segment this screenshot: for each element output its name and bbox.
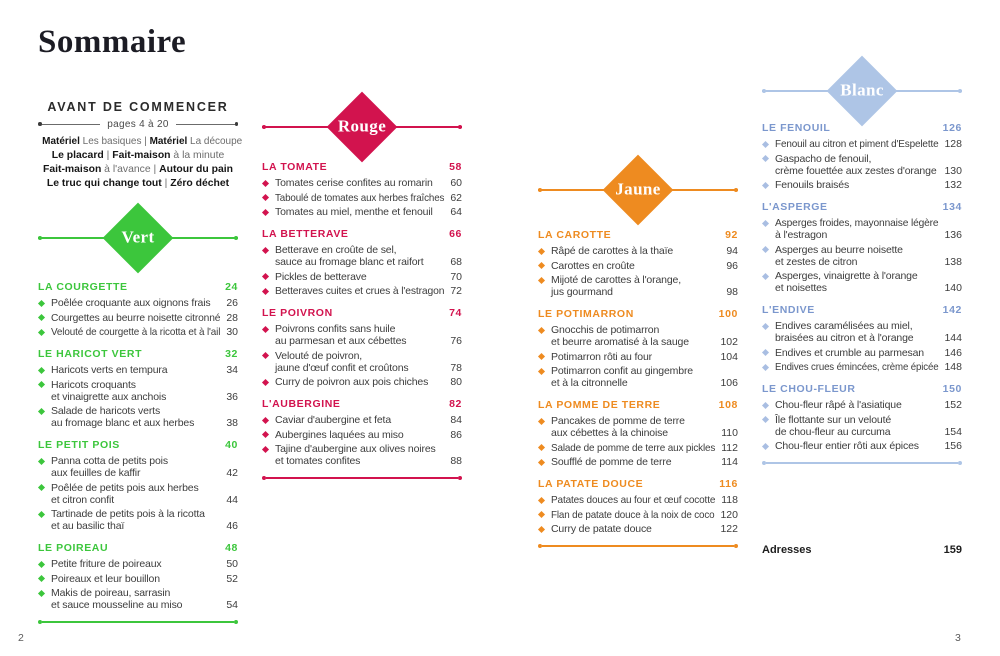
- recipe-row: [538, 245, 738, 257]
- recipe-title: Pancakes de pomme de terre aux cébettes à la chinoise: [551, 415, 685, 439]
- color-band-jaune: [538, 154, 738, 226]
- column-rouge: [262, 0, 462, 481]
- recipe-sections: [38, 281, 238, 611]
- recipe-page-number: 36: [226, 390, 238, 403]
- recipe-page-number: 76: [450, 335, 462, 347]
- recipe-page-number: 70: [450, 270, 462, 283]
- section-page-number: 108: [718, 399, 738, 411]
- recipe-page-number: 52: [226, 572, 238, 585]
- section-page-number: 40: [225, 439, 238, 451]
- recipe-title: Tomates cerise confites au romarin: [275, 177, 433, 189]
- section-page-number: 116: [719, 478, 738, 490]
- recipe-row: [262, 206, 462, 218]
- section-title: LA BETTERAVE: [262, 228, 349, 240]
- diamond-bullet-icon: [762, 272, 769, 279]
- section-page-number: 58: [449, 161, 462, 173]
- recipe-title: Aubergines laquées au miso: [275, 428, 404, 441]
- divider-line: [42, 621, 234, 623]
- recipe-page-number: 86: [450, 428, 462, 441]
- recipe-title: Betteraves cuites et crues à l'estragon: [275, 285, 445, 297]
- column-color-label: Blanc: [840, 80, 884, 100]
- recipe-page-number: 128: [944, 138, 962, 150]
- intro-line: Le truc qui change tout | Zéro déchet: [46, 178, 230, 189]
- recipe-title: Caviar d'aubergine et feta: [275, 414, 392, 426]
- recipe-row: [38, 364, 238, 376]
- recipe-page-number: 120: [720, 508, 738, 521]
- diamond-bullet-icon: [762, 416, 769, 423]
- recipe-row: [538, 456, 738, 468]
- section-page-number: 100: [718, 308, 738, 320]
- recipe-row: [762, 270, 962, 294]
- recipe-page-number: 84: [450, 414, 462, 426]
- recipe-title: Poireaux et leur bouillon: [51, 572, 160, 585]
- recipe-title: Tartinade de petits pois à la ricotta et au basilic thaï: [51, 508, 205, 532]
- recipe-page-number: 132: [944, 179, 962, 191]
- diamond-bullet-icon: [262, 325, 269, 332]
- section-heading: [262, 307, 462, 319]
- page-number-left: 2: [18, 632, 24, 644]
- section-heading: [262, 398, 462, 410]
- adresses-row: [762, 544, 962, 556]
- diamond-bullet-icon: [762, 155, 769, 162]
- recipe-page-number: 44: [226, 493, 238, 506]
- recipe-page-number: 156: [944, 440, 962, 452]
- recipe-title: Makis de poireau, sarrasin et sauce mousseline au miso: [51, 587, 183, 611]
- recipe-title: Velouté de poivron, jaune d'œuf confit et croûtons: [275, 349, 409, 374]
- recipe-page-number: 50: [226, 558, 238, 570]
- diamond-bullet-icon: [538, 496, 545, 503]
- diamond-bullet-icon: [538, 458, 545, 465]
- recipe-page-number: 98: [726, 286, 738, 298]
- diamond-bullet-icon: [262, 246, 269, 253]
- section-title: LE POIVRON: [262, 307, 333, 319]
- diamond-bullet-icon: [38, 560, 45, 567]
- recipe-title: Asperges au beurre noisette et zestes de citron: [775, 243, 903, 268]
- recipe-row: [38, 587, 238, 611]
- recipe-row: [262, 323, 462, 347]
- diamond-bullet-icon: [538, 276, 545, 283]
- line-end-dot: [958, 461, 962, 465]
- section-title: L'ASPERGE: [762, 201, 828, 213]
- page-title: Sommaire: [38, 24, 187, 60]
- diamond-bullet-icon: [538, 525, 545, 532]
- section-title: LA PATATE DOUCE: [538, 478, 644, 490]
- column-color-label: Vert: [121, 227, 155, 247]
- recipe-title: Île flottante sur un velouté de chou-fleur au curcuma: [775, 413, 892, 438]
- recipe-title: Salade de haricots verts au fromage blanc et aux herbes: [51, 405, 195, 429]
- recipe-title: Betterave en croûte de sel, sauce au fromage blanc et raifort: [275, 244, 424, 268]
- recipe-page-number: 94: [726, 245, 738, 257]
- diamond-bullet-icon: [38, 457, 45, 464]
- section-page-number: 74: [449, 307, 462, 319]
- recipe-page-number: 136: [944, 229, 962, 241]
- diamond-bullet-icon: [538, 367, 545, 374]
- recipe-page-number: 46: [226, 520, 238, 532]
- recipe-title: Fenouil au citron et piment d'Espelette: [775, 138, 939, 150]
- recipe-row: [538, 415, 738, 439]
- diamond-bullet-icon: [38, 366, 45, 373]
- recipe-title: Mijoté de carottes à l'orange, jus gourmand: [551, 274, 681, 298]
- section-title: LA CAROTTE: [538, 229, 612, 241]
- recipe-title: Haricots croquants et vinaigrette aux anchois: [51, 378, 167, 403]
- color-band-vert: [38, 202, 238, 274]
- recipe-title: Tomates au miel, menthe et fenouil: [275, 206, 433, 218]
- recipe-row: [762, 399, 962, 411]
- color-band-rouge: [262, 91, 462, 163]
- line-end-dot: [458, 476, 462, 480]
- recipe-row: [538, 509, 738, 521]
- recipe-row: [38, 573, 238, 585]
- recipe-page-number: 110: [721, 427, 738, 439]
- recipe-row: [762, 179, 962, 191]
- section-title: LE HARICOT VERT: [38, 348, 143, 360]
- recipe-page-number: 148: [944, 361, 962, 373]
- section-heading: [538, 399, 738, 411]
- section-heading: [262, 228, 462, 240]
- column-blanc: [762, 0, 962, 466]
- section-heading: [762, 383, 962, 395]
- diamond-bullet-icon: [538, 417, 545, 424]
- section-page-number: 32: [225, 348, 238, 360]
- recipe-page-number: 154: [944, 425, 962, 438]
- recipe-row: [762, 138, 962, 150]
- recipe-row: [762, 153, 962, 177]
- section-title: LE POIREAU: [38, 542, 109, 554]
- section-title: L'AUBERGINE: [262, 398, 341, 410]
- recipe-title: Petite friture de poireaux: [51, 558, 162, 570]
- adresses-page-number: 159: [943, 544, 962, 556]
- recipe-row: [38, 326, 238, 338]
- recipe-row: [538, 523, 738, 535]
- recipe-title: Taboulé de tomates aux herbes fraîches: [275, 191, 445, 204]
- section-page-number: 142: [942, 304, 962, 316]
- recipe-title: Salade de pomme de terre aux pickles: [551, 441, 716, 454]
- section-page-number: 66: [449, 228, 462, 240]
- section-heading: [538, 229, 738, 241]
- recipe-row: [38, 482, 238, 506]
- diamond-bullet-icon: [38, 575, 45, 582]
- recipe-title: Potimarron confit au gingembre et à la citronnelle: [551, 365, 693, 389]
- recipe-page-number: 30: [226, 326, 238, 338]
- color-band-blanc: [762, 55, 962, 127]
- recipe-page-number: 138: [944, 255, 962, 268]
- divider-line: [766, 462, 958, 464]
- section-page-number: 92: [725, 229, 738, 241]
- recipe-title: Poêlée de petits pois aux herbes et citron confit: [51, 481, 199, 506]
- diamond-bullet-icon: [38, 510, 45, 517]
- recipe-page-number: 114: [721, 456, 738, 468]
- recipe-page-number: 68: [450, 256, 462, 268]
- diamond-bullet-icon: [262, 273, 269, 280]
- column-end-rule: [262, 475, 462, 481]
- column-jaune: [538, 0, 738, 549]
- recipe-page-number: 122: [720, 523, 738, 535]
- recipe-title: Endives caramélisées au miel, braisées au citron et à l'orange: [775, 320, 914, 344]
- section-page-number: 150: [942, 383, 962, 395]
- recipe-page-number: 62: [450, 191, 462, 204]
- section-heading: [762, 304, 962, 316]
- diamond-bullet-icon: [38, 407, 45, 414]
- recipe-title: Endives et crumble au parmesan: [775, 346, 924, 359]
- recipe-row: [38, 297, 238, 309]
- recipe-page-number: 64: [450, 206, 462, 218]
- recipe-row: [38, 558, 238, 570]
- recipe-page-number: 54: [226, 599, 238, 611]
- recipe-row: [262, 350, 462, 374]
- diamond-bullet-icon: [262, 445, 269, 452]
- section-title: L'ENDIVE: [762, 304, 815, 316]
- column-end-rule: [38, 619, 238, 625]
- section-heading: [538, 308, 738, 320]
- section-page-number: 82: [449, 398, 462, 410]
- intro-line: Le placard | Fait-maison à la minute: [51, 150, 225, 161]
- section-page-number: 126: [942, 122, 962, 134]
- line-end-dot: [734, 544, 738, 548]
- recipe-title: Pickles de betterave: [275, 270, 367, 283]
- section-title: LE POTIMARRON: [538, 308, 634, 320]
- diamond-bullet-icon: [262, 378, 269, 385]
- diamond-bullet-icon: [262, 287, 269, 294]
- page-number-right: 3: [955, 632, 961, 644]
- recipe-page-number: 144: [944, 332, 962, 344]
- recipe-row: [38, 455, 238, 479]
- recipe-row: [262, 414, 462, 426]
- section-heading: [38, 281, 238, 293]
- diamond-bullet-icon: [262, 179, 269, 186]
- recipe-row: [762, 217, 962, 241]
- recipe-page-number: 80: [450, 376, 462, 388]
- recipe-row: [538, 260, 738, 272]
- recipe-title: Poivrons confits sans huile au parmesan et aux cébettes: [275, 323, 407, 347]
- recipe-title: Tajine d'aubergine aux olives noires et tomates confites: [275, 443, 436, 467]
- recipe-row: [538, 274, 738, 298]
- recipe-row: [38, 312, 238, 324]
- section-heading: [38, 542, 238, 554]
- intro-heading: AVANT DE COMMENCER: [47, 100, 229, 114]
- recipe-title: Fenouils braisés: [775, 179, 850, 191]
- diamond-bullet-icon: [762, 140, 769, 147]
- recipe-title: Courgettes au beurre noisette citronné: [51, 311, 221, 324]
- recipe-title: Carottes en croûte: [551, 259, 635, 272]
- diamond-bullet-icon: [262, 416, 269, 423]
- diamond-bullet-icon: [538, 353, 545, 360]
- diamond-bullet-icon: [38, 328, 45, 335]
- diamond-bullet-icon: [762, 246, 769, 253]
- recipe-title: Panna cotta de petits pois aux feuilles de kaffir: [51, 455, 168, 479]
- section-title: LA POMME DE TERRE: [538, 399, 661, 411]
- section-heading: [38, 348, 238, 360]
- recipe-row: [762, 361, 962, 373]
- recipe-page-number: 28: [226, 311, 238, 324]
- recipe-row: [538, 324, 738, 348]
- recipe-title: Flan de patate douce à la noix de coco: [551, 508, 715, 521]
- diamond-bullet-icon: [38, 314, 45, 321]
- diamond-bullet-icon: [538, 247, 545, 254]
- recipe-title: Chou-fleur entier rôti aux épices: [775, 440, 919, 452]
- recipe-sections: [538, 229, 738, 535]
- recipe-page-number: 26: [226, 297, 238, 309]
- recipe-page-number: 112: [721, 441, 738, 454]
- recipe-row: [262, 271, 462, 283]
- recipe-page-number: 152: [944, 399, 962, 411]
- recipe-row: [38, 405, 238, 429]
- diamond-bullet-icon: [38, 589, 45, 596]
- recipe-row: [262, 177, 462, 189]
- diamond-bullet-icon: [38, 299, 45, 306]
- recipe-page-number: 88: [450, 455, 462, 467]
- recipe-row: [38, 508, 238, 532]
- recipe-title: Curry de poivron aux pois chiches: [275, 376, 429, 388]
- diamond-bullet-icon: [762, 442, 769, 449]
- recipe-page-number: 78: [450, 361, 462, 374]
- recipe-page-number: 146: [944, 346, 962, 359]
- divider-line: [266, 477, 458, 479]
- recipe-row: [38, 379, 238, 403]
- diamond-bullet-icon: [762, 219, 769, 226]
- recipe-title: Gnocchis de potimarron et beurre aromatisé à la sauge: [551, 324, 689, 348]
- diamond-bullet-icon: [762, 401, 769, 408]
- recipe-title: Velouté de courgette à la ricotta et à l'ail: [51, 326, 221, 338]
- recipe-title: Potimarron rôti au four: [551, 350, 653, 363]
- recipe-title: Gaspacho de fenouil, crème fouettée aux zestes d'orange: [775, 152, 937, 177]
- recipe-page-number: 102: [720, 336, 738, 348]
- recipe-row: [262, 244, 462, 268]
- diamond-bullet-icon: [38, 484, 45, 491]
- diamond-bullet-icon: [538, 444, 545, 451]
- recipe-row: [538, 494, 738, 506]
- intro-line: Fait-maison à l'avance | Autour du pain: [42, 164, 234, 175]
- recipe-title: Chou-fleur râpé à l'asiatique: [775, 399, 902, 411]
- recipe-title: Râpé de carottes à la thaïe: [551, 245, 674, 257]
- recipe-row: [262, 285, 462, 297]
- recipe-row: [762, 320, 962, 344]
- section-heading: [762, 201, 962, 213]
- column-vert: [38, 0, 243, 625]
- intro-pages-label: pages 4 à 20: [107, 118, 169, 130]
- recipe-page-number: 72: [450, 285, 462, 297]
- section-heading: [38, 439, 238, 451]
- diamond-bullet-icon: [262, 352, 269, 359]
- diamond-bullet-icon: [262, 431, 269, 438]
- recipe-row: [262, 192, 462, 204]
- recipe-title: Haricots verts en tempura: [51, 364, 168, 376]
- section-title: LA COURGETTE: [38, 281, 128, 293]
- recipe-page-number: 34: [226, 364, 238, 376]
- line-end-dot: [234, 620, 238, 624]
- diamond-bullet-icon: [38, 381, 45, 388]
- recipe-title: Curry de patate douce: [551, 523, 652, 535]
- intro-line: Matériel Les basiques | Matériel La découpe: [42, 136, 243, 147]
- adresses-label: Adresses: [762, 544, 812, 556]
- recipe-row: [762, 244, 962, 268]
- recipe-row: [538, 442, 738, 454]
- section-heading: [538, 478, 738, 490]
- section-title: LE CHOU-FLEUR: [762, 383, 856, 395]
- recipe-page-number: 140: [944, 282, 962, 294]
- diamond-bullet-icon: [538, 511, 545, 518]
- recipe-page-number: 104: [720, 350, 738, 363]
- diamond-bullet-icon: [762, 322, 769, 329]
- recipe-row: [762, 347, 962, 359]
- recipe-row: [262, 429, 462, 441]
- recipe-row: [262, 443, 462, 467]
- recipe-row: [262, 376, 462, 388]
- recipe-sections: [762, 122, 962, 452]
- recipe-row: [762, 440, 962, 452]
- recipe-row: [538, 365, 738, 389]
- recipe-page-number: 38: [226, 417, 238, 429]
- diamond-bullet-icon: [762, 181, 769, 188]
- recipe-page-number: 106: [720, 377, 738, 389]
- recipe-sections: [262, 161, 462, 467]
- section-page-number: 134: [942, 201, 962, 213]
- column-end-rule: [762, 460, 962, 466]
- column-color-label: Jaune: [615, 179, 661, 199]
- column-color-label: Rouge: [337, 116, 387, 136]
- recipe-title: Asperges froides, mayonnaise légère à l'estragon: [775, 217, 939, 241]
- section-page-number: 24: [225, 281, 238, 293]
- section-title: LE PETIT POIS: [38, 439, 120, 451]
- diamond-bullet-icon: [262, 194, 269, 201]
- recipe-title: Asperges, vinaigrette à l'orange et noisettes: [775, 270, 918, 294]
- recipe-title: Patates douces au four et œuf cocotte: [551, 494, 716, 506]
- recipe-page-number: 96: [726, 259, 738, 272]
- section-title: LE FENOUIL: [762, 122, 831, 134]
- recipe-row: [538, 351, 738, 363]
- divider-line: [542, 545, 734, 547]
- recipe-page-number: 60: [450, 177, 462, 189]
- diamond-bullet-icon: [262, 208, 269, 215]
- recipe-page-number: 42: [226, 467, 238, 479]
- diamond-bullet-icon: [538, 326, 545, 333]
- recipe-page-number: 130: [944, 164, 962, 177]
- recipe-row: [762, 414, 962, 438]
- recipe-page-number: 118: [721, 494, 738, 506]
- section-page-number: 48: [225, 542, 238, 554]
- recipe-title: Poêlée croquante aux oignons frais: [51, 297, 211, 309]
- diamond-bullet-icon: [762, 363, 769, 370]
- column-end-rule: [538, 543, 738, 549]
- section-title: LA TOMATE: [262, 161, 328, 173]
- diamond-bullet-icon: [538, 262, 545, 269]
- recipe-title: Soufflé de pomme de terre: [551, 456, 672, 468]
- diamond-bullet-icon: [762, 349, 769, 356]
- recipe-title: Endives crues émincées, crème épicée: [775, 361, 939, 373]
